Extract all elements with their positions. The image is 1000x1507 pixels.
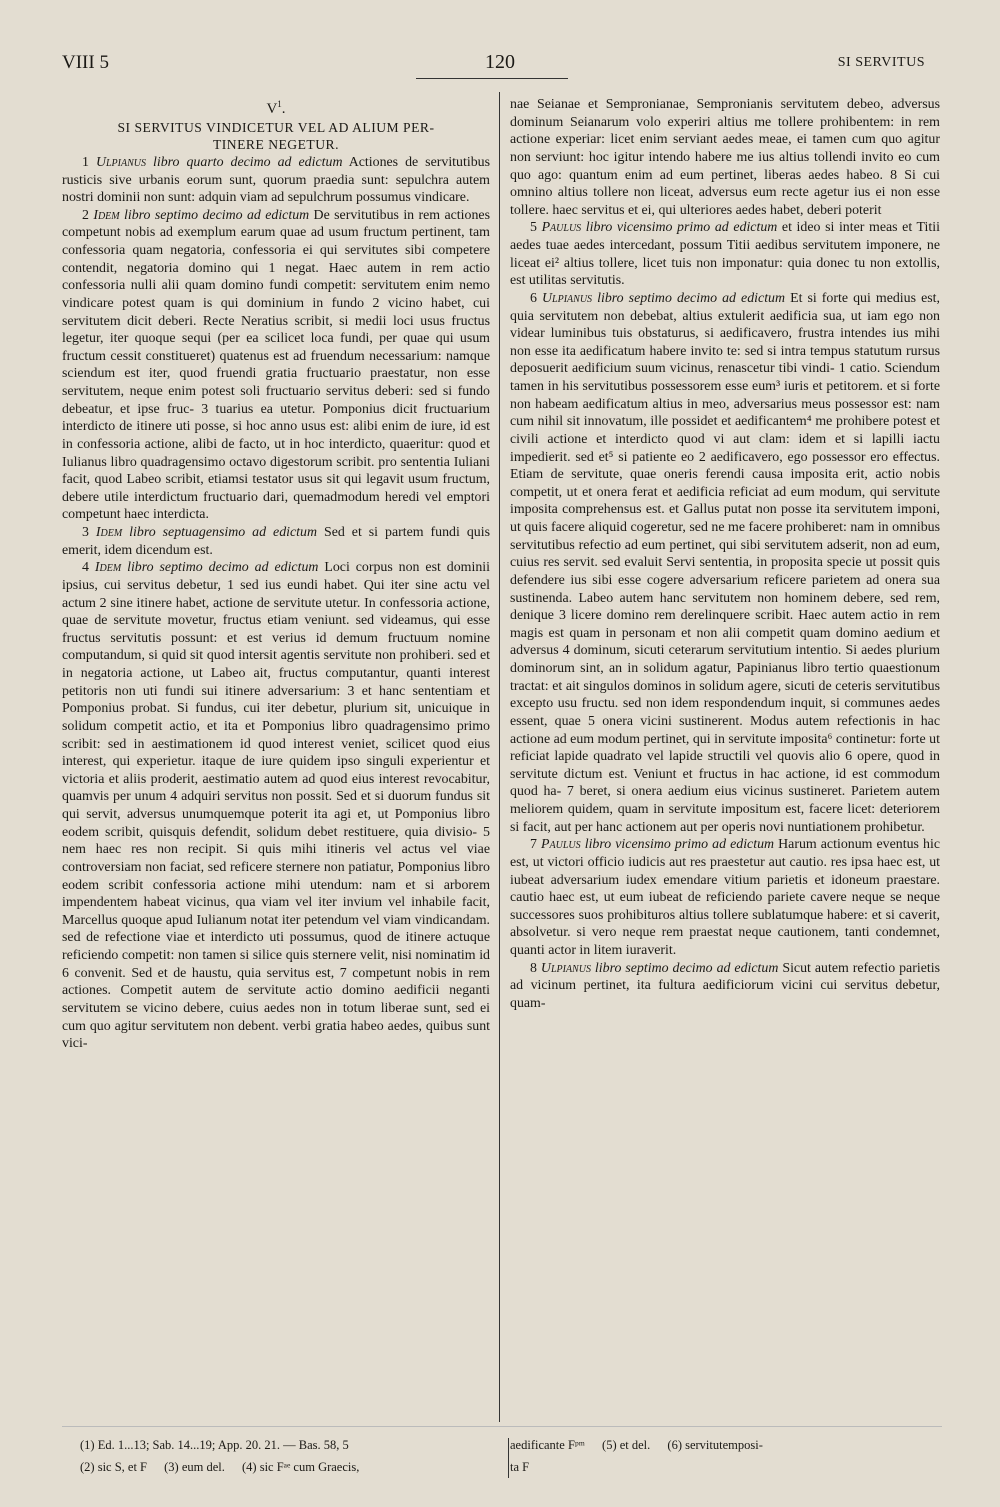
footnote: (5) et del. <box>602 1438 651 1452</box>
inscription: libro quarto decimo ad edictum <box>146 154 343 170</box>
footnote: (1) Ed. 1...13; Sab. 14...19; App. 20. 21. — Bas. 58, 5 <box>80 1438 349 1452</box>
page-number: 120 <box>485 51 515 73</box>
footnote: (6) servitutemposi- <box>667 1438 763 1452</box>
inscription: libro septimo decimo ad edictum <box>119 207 310 223</box>
paragraph-text: Actiones de servitutibus rusticis sive urbanis eorum sunt, quorum praedia sunt: sepulchra autem nostri dominii non sunt: adquin viam ad sepulchrum possumus vindicare. <box>62 154 490 206</box>
paragraph-text: Sicut autem refectio parietis ad vicinum pertinet, ita fultura aedificiorum vicini cui servitus debetur, quam- <box>510 960 940 1011</box>
paragraph-number: 6 <box>530 290 537 306</box>
paragraph-number: 8 <box>530 960 537 976</box>
jurist-name: Ulpianus <box>540 960 591 976</box>
paragraph <box>510 836 940 959</box>
paragraph-text: Loci corpus non est dominii ipsius, cui servitus debetur, 1 sed ius eundi habet. Qui iter sine actu vel actum 2 sine itinere habet, actione de servitute utetur. In confessoria actione, quae de servitute movetur, fructus etiam veniunt. sed videamus, qui esse fructus servitutis possunt: et est verius id demum fructuum nomine computandum, si quid sit quod intersit agentis servitute non prohiberi. sed et in negatoria actione, ut Labeo ait, fructus computantur, quanti interest petitoris non uti fundi sui itinere adversarium: 3 et hanc sententiam et Pomponius probat. Si fundus, cui iter debetur, plurium sit, unicuique in solidum competit actio, et ita et Pomponius libro quadragensimo primo scribit: sed in aestimationem id quod interest veniet, scilicet quod eius interest, qui experietur. itaque de iure quidem ipso singuli experientur et victoria et aliis proderit, aestimatio autem ad quod eius interest revocabitur, quamvis per unum 4 adquiri servitus non possit. Sed et si duorum fundus sit qui servit, adversus unumquemque poterit ita agi et, ut Pomponius libro eodem scribit, quisquis defendit, solidum debet restituere, quia divisio- 5 nem haec res non recipit. Si quis mihi itineris vel actus vel viae controversiam non faciat, sed reficere sternere non patiatur, Pomponius libro eodem scribit confessoria actione mihi utendum: nam et si arborem impendentem habeat vicinus, qua viam vel iter invium vel inhabile facit, Marcellus quoque apud Iulianum notat iter petendum vel viam vindicandam. sed de refectione viae et interdicto uti possumus, quod de itinere actuque reficiendo competit: non tamen si silice quis sternere velit, nisi nominatim id 6 convenit. Sed et de haustu, quia servitus est, 7 competunt nobis in rem actiones. Competit autem de servitute actio domino aedificii neganti servitutem se vicino debere, cuius aedes non in totum liberae sunt, sed ei cum quo agitur servitutem non debent. verbi gratia habeo aedes, quibus sunt vici- <box>62 560 490 1052</box>
paragraph <box>510 290 940 836</box>
header-book-ref: VIII 5 <box>62 52 109 73</box>
title-number: $V^1$. <box>266 99 286 117</box>
paragraph-number: 4 <box>82 560 89 576</box>
right-column <box>510 96 940 1013</box>
column-divider <box>499 92 500 1422</box>
paragraph <box>62 524 490 559</box>
paragraph-number: 7 <box>530 837 537 853</box>
inscription: libro septimo decimo ad edictum <box>592 290 786 306</box>
header-rule <box>416 78 568 79</box>
paragraph <box>510 96 940 219</box>
paragraph-number: 3 <box>82 525 89 540</box>
jurist-name: Idem <box>95 525 123 540</box>
paragraph <box>510 960 940 1013</box>
paragraph-text: Harum actionum eventus hic est, ut victori officio iudicis aut res praestetur aut cautio. res ipsa haec est, ut iubeat adversarium iudex emendare vitium parietis et idoneum praestare. cautio haec est, ut eum iubeat de reficiendo pariete cavere neque se neque successores suos prohibituros altius tollere sublatumque habere: et si caverit, absolvetur. si vero neque rem praestat neque cautionem, tanti condemnet, quanti actor in litem iuraverit. <box>510 837 940 958</box>
footnote: (2) sic S, et F <box>80 1460 148 1474</box>
title-heading: SI SERVITUS VINDICETUR VEL AD ALIUM PER- TINERE NEGETUR. <box>117 119 435 153</box>
running-title: SI SERVITUS <box>837 55 925 70</box>
footnotes-left <box>80 1434 500 1478</box>
jurist-name: Paulus <box>541 837 581 853</box>
paragraph-number: 2 <box>82 207 89 223</box>
jurist-name: Idem <box>93 207 120 223</box>
paragraph-number: 1 <box>82 154 89 170</box>
paragraph-text: Sed et si partem fundi quis emerit, idem dicendum est. <box>62 525 490 558</box>
footnotes-right <box>510 1434 950 1478</box>
inscription: libro vicensimo primo ad edictum <box>581 220 778 236</box>
left-column <box>62 96 490 1053</box>
footnote-divider <box>508 1438 509 1478</box>
jurist-name: Paulus <box>541 220 582 236</box>
paragraph-text: Et si forte qui medius est, quia servitutem non debebat, altius extulerit aedificia sua, ut iam ego non videar luminibus tuis obstaturus, si aedificavero, frustra intendes ius mihi non esse ita aedificatum habere invito te: sed si intra tempus statutum rursus deposuerit aedificium suum vicinus, renascetur tibi vindi- 1 catio. Sciendum tamen in his servitutibus possessorem esse eum³ iuris et petitorem. et si forte non habeam aedificatum altius in meo, adversarius meus possessor est: nam cum nihil sit innovatum, ille possidet et aedificantem⁴ me prohibere potest et civili actione et interdicto quod vi aut clam: idem et si lapilli iactu impedierit. sed et⁵ si patiente eo 2 aedificavero, ego possessor ero effectus. Etiam de servitute, quae oneris ferendi causa imposita erit, actio nobis competit, ut et onera ferat et aedificia reficiat ad eum modum, qui servitute imposita comprehensus est. et Gallus putat non posse ita servitutem imponi, ut quis facere aliquid cogeretur, sed ne me facere prohiberet: nam in omnibus servitutibus refectio ad eum pertinet, qui sibi servitutem adserit, non ad eum, cuius res servit. sed evaluit Servi sententia, in proposita specie ut possit quis defendere ius sibi esse cogere adversarium reficere parietem ad onera sua sustinenda. Labeo autem hanc servitutem non hominem debere, sed rem, denique 3 licere domino rem derelinquere scribit. Haec autem actio in rem magis est quam in personam et non alii competit quam domino aedium et adversus 4 dominum, sicuti ceterarum servitutium intentio. Si aedes plurium dominorum sint, an in solidum agatur, Papinianus libro tertio quaestionum tractat: et ait singulos dominos in solidum agere, sicuti de ceteris servitutibus excepto usu fructu. sed non idem respondendum inquit, si communes aedes essent, quae 5 onera vicini sustinerent. Modus autem refectionis in hac actione ad eum modum pertinet, qui in servitute imposita⁶ continetur: forte ut reficiat lapide quadrato vel lapide structili vel quovis alio 6 opere, quod in servitute dictum est. Veniunt et fructus in hac actione, id est commodum quod ha- 7 beret, si onera aedium eius vicinus sustineret. Parietem autem meliorem quidem, quam in servitute impositum est, facere licet: deteriorem si facit, aut per hanc actionem aut per operis novi nuntiationem prohibetur. <box>510 290 940 835</box>
paragraph-text: et ideo si inter meas et Titii aedes tuae aedes intercedant, possum Titii aedibus servitutem imponere, ne liceat ei² altius tollere, licet tuis non imponatur: quia donec tu non extollis, est utilitas servitutis. <box>510 220 940 289</box>
footnote: aedificante Fᵖᵐ <box>510 1438 585 1452</box>
footnote: ta F <box>510 1460 530 1474</box>
footnote: (4) sic Fᵃᵉ cum Graecis, <box>242 1460 360 1474</box>
paragraph <box>62 207 490 524</box>
jurist-name: Idem <box>94 560 122 576</box>
inscription: libro septimo decimo ad edictum <box>590 960 779 976</box>
footnote-rule <box>62 1426 942 1427</box>
paragraph-text: De servitutibus in rem actiones competunt nobis ad exemplum earum quae ad usum fructum pertinent, tam confessoria quam negatoria, confessoria ei qui servitutes sibi competere contendit, negatoria domino qui 1 negat. Haec autem in rem actio confessoria nulli alii quam domino fundi competit: servitutem enim nemo vindicare potest quam is qui dominium in fundo 2 vicino habet, cui servitutem dicit deberi. Recte Neratius scribit, si medii loci usus fructus legetur, iter quoque sequi (per ea scilicet loca fundi, per quae qui usum fructum cessit constitueret) quatenus est ad fruendum necessarium: namque sciendum est iter, quod fruendi gratia fructuario praestatur, non esse servitutem, neque enim potest soli fructuario servitus deberi: sed si fundo debeatur, et ipse fruc- 3 tuarius ea utetur. Pomponius dicit fructuarium interdicto de itinere uti posse, si hoc anno usus est: alibi enim de iure, id est in confessoria actione, alibi de facto, ut in hoc interdicto, quaeritur: quod et Iulianus libro quadragensimo octavo digestorum scribit. pro sententia Iuliani facit, quod Labeo scribit, etiamsi testator usus sit qui legavit usum fructum, debere utile interdictum fructuario dari, quemadmodum heredi vel emptori competunt haec interdicta. <box>62 207 490 523</box>
inscription: libro septuagensimo ad edictum <box>122 525 318 540</box>
paragraph <box>510 219 940 290</box>
footnote: (3) eum del. <box>164 1460 225 1474</box>
right-paragraphs <box>510 96 940 1013</box>
left-paragraphs <box>62 154 490 1053</box>
paragraph-number: 5 <box>530 220 537 236</box>
paragraph-text: nae Seianae et Sempronianae, Sempronianis servitutem debeo, adversus dominum Seianarum volo experiri altius me tollere prohibentem: in rem actione experiar: licet enim serviant aedes meae, ei tamen cum quo agitur non serviunt: hoc igitur intendo habere me ius altius tollendi invito eo cum quo ago: quantum enim ad eum pertinet, liberas aedes habeo. 8 Si cui omnino altius tollere non liceat, adversus eum recte agetur ius ei non esse tollere. haec servitus et ei, qui ulteriores aedes habet, deberi poterit <box>510 97 940 218</box>
inscription: libro vicensimo primo ad edictum <box>580 837 775 853</box>
inscription: libro septimo decimo ad edictum <box>121 560 319 576</box>
jurist-name: Ulpianus <box>95 154 146 170</box>
paragraph <box>62 154 490 207</box>
jurist-name: Ulpianus <box>542 290 593 306</box>
paragraph <box>62 559 490 1053</box>
